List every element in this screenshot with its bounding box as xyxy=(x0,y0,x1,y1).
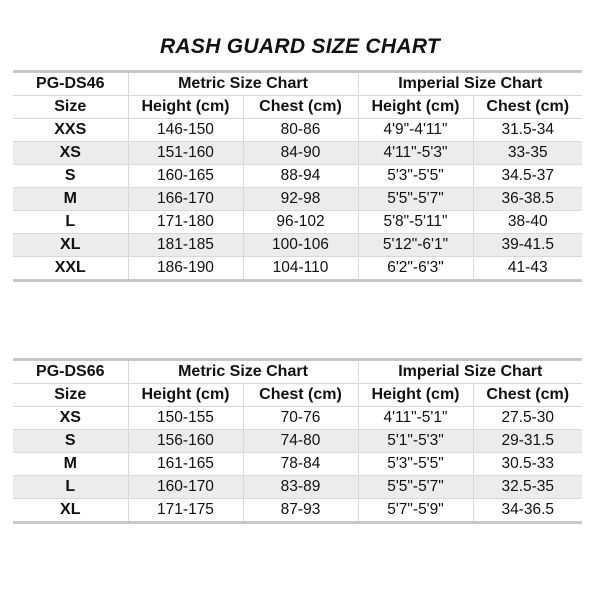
table-cell: 5'5"-5'7" xyxy=(358,476,473,499)
table-cell: 146-150 xyxy=(128,119,243,142)
page-title: RASH GUARD SIZE CHART xyxy=(159,35,441,58)
size-cell: XXS xyxy=(13,119,128,142)
size-cell: M xyxy=(13,453,128,476)
table-cell: 83-89 xyxy=(243,476,358,499)
model-name: PG-DS66 xyxy=(13,360,128,384)
column-header: Size xyxy=(13,384,128,407)
table-cell: 34-36.5 xyxy=(473,499,582,523)
table-header-row xyxy=(13,360,582,384)
table-cell: 74-80 xyxy=(243,430,358,453)
table-cell: 156-160 xyxy=(128,430,243,453)
table-cell: 88-94 xyxy=(243,165,358,188)
imperial-group-header: Imperial Size Chart xyxy=(358,72,582,96)
table-row xyxy=(13,407,582,430)
size-table-pg-ds46 xyxy=(13,70,582,282)
table-row xyxy=(13,257,582,281)
column-header: Size xyxy=(13,96,128,119)
table-cell: 96-102 xyxy=(243,211,358,234)
table-cell: 84-90 xyxy=(243,142,358,165)
table-row xyxy=(13,476,582,499)
table-cell: 4'9"-4'11" xyxy=(358,119,473,142)
table-cell: 4'11"-5'1" xyxy=(358,407,473,430)
table-cell: 4'11"-5'3" xyxy=(358,142,473,165)
table-cell: 186-190 xyxy=(128,257,243,281)
table-cell: 87-93 xyxy=(243,499,358,523)
table-cell: 70-76 xyxy=(243,407,358,430)
table-cell: 100-106 xyxy=(243,234,358,257)
table-row xyxy=(13,142,582,165)
table-cell: 5'8"-5'11" xyxy=(358,211,473,234)
table-cell: 181-185 xyxy=(128,234,243,257)
table-cell: 160-165 xyxy=(128,165,243,188)
table-row xyxy=(13,234,582,257)
column-header: Chest (cm) xyxy=(243,384,358,407)
size-cell: XL xyxy=(13,234,128,257)
column-header: Height (cm) xyxy=(358,96,473,119)
metric-group-header: Metric Size Chart xyxy=(128,72,358,96)
table-cell: 161-165 xyxy=(128,453,243,476)
size-cell: S xyxy=(13,165,128,188)
table-header-row xyxy=(13,72,582,96)
size-cell: S xyxy=(13,430,128,453)
table-cell: 5'3"-5'5" xyxy=(358,453,473,476)
table-cell: 6'2"-6'3" xyxy=(358,257,473,281)
table-cell: 33-35 xyxy=(473,142,582,165)
table-cell: 30.5-33 xyxy=(473,453,582,476)
table-cell: 5'3"-5'5" xyxy=(358,165,473,188)
table-cell: 5'1"-5'3" xyxy=(358,430,473,453)
table-cell: 171-180 xyxy=(128,211,243,234)
table-cell: 5'7"-5'9" xyxy=(358,499,473,523)
table-row xyxy=(13,211,582,234)
table-cell: 36-38.5 xyxy=(473,188,582,211)
column-header: Chest (cm) xyxy=(243,96,358,119)
column-header: Height (cm) xyxy=(358,384,473,407)
table-cell: 34.5-37 xyxy=(473,165,582,188)
table-cell: 150-155 xyxy=(128,407,243,430)
size-cell: L xyxy=(13,476,128,499)
size-cell: XL xyxy=(13,499,128,523)
table-row xyxy=(13,430,582,453)
table-row xyxy=(13,188,582,211)
table-cell: 78-84 xyxy=(243,453,358,476)
table-cell: 171-175 xyxy=(128,499,243,523)
table-cell: 32.5-35 xyxy=(473,476,582,499)
table-cell: 29-31.5 xyxy=(473,430,582,453)
table-cell: 151-160 xyxy=(128,142,243,165)
size-table-pg-ds66 xyxy=(13,358,582,524)
table-row xyxy=(13,119,582,142)
size-cell: M xyxy=(13,188,128,211)
column-header-row xyxy=(13,96,582,119)
table-cell: 38-40 xyxy=(473,211,582,234)
table-cell: 160-170 xyxy=(128,476,243,499)
table-cell: 31.5-34 xyxy=(473,119,582,142)
table-row xyxy=(13,499,582,523)
model-name: PG-DS46 xyxy=(13,72,128,96)
table-cell: 80-86 xyxy=(243,119,358,142)
table-row xyxy=(13,453,582,476)
table-cell: 92-98 xyxy=(243,188,358,211)
table-cell: 39-41.5 xyxy=(473,234,582,257)
size-cell: XXL xyxy=(13,257,128,281)
size-cell: XS xyxy=(13,142,128,165)
size-cell: XS xyxy=(13,407,128,430)
table-cell: 5'5"-5'7" xyxy=(358,188,473,211)
table-row xyxy=(13,165,582,188)
size-cell: L xyxy=(13,211,128,234)
column-header: Chest (cm) xyxy=(473,96,582,119)
table-cell: 166-170 xyxy=(128,188,243,211)
table-cell: 41-43 xyxy=(473,257,582,281)
imperial-group-header: Imperial Size Chart xyxy=(358,360,582,384)
column-header-row xyxy=(13,384,582,407)
column-header: Height (cm) xyxy=(128,384,243,407)
table-cell: 27.5-30 xyxy=(473,407,582,430)
column-header: Chest (cm) xyxy=(473,384,582,407)
column-header: Height (cm) xyxy=(128,96,243,119)
metric-group-header: Metric Size Chart xyxy=(128,360,358,384)
table-cell: 5'12"-6'1" xyxy=(358,234,473,257)
table-cell: 104-110 xyxy=(243,257,358,281)
